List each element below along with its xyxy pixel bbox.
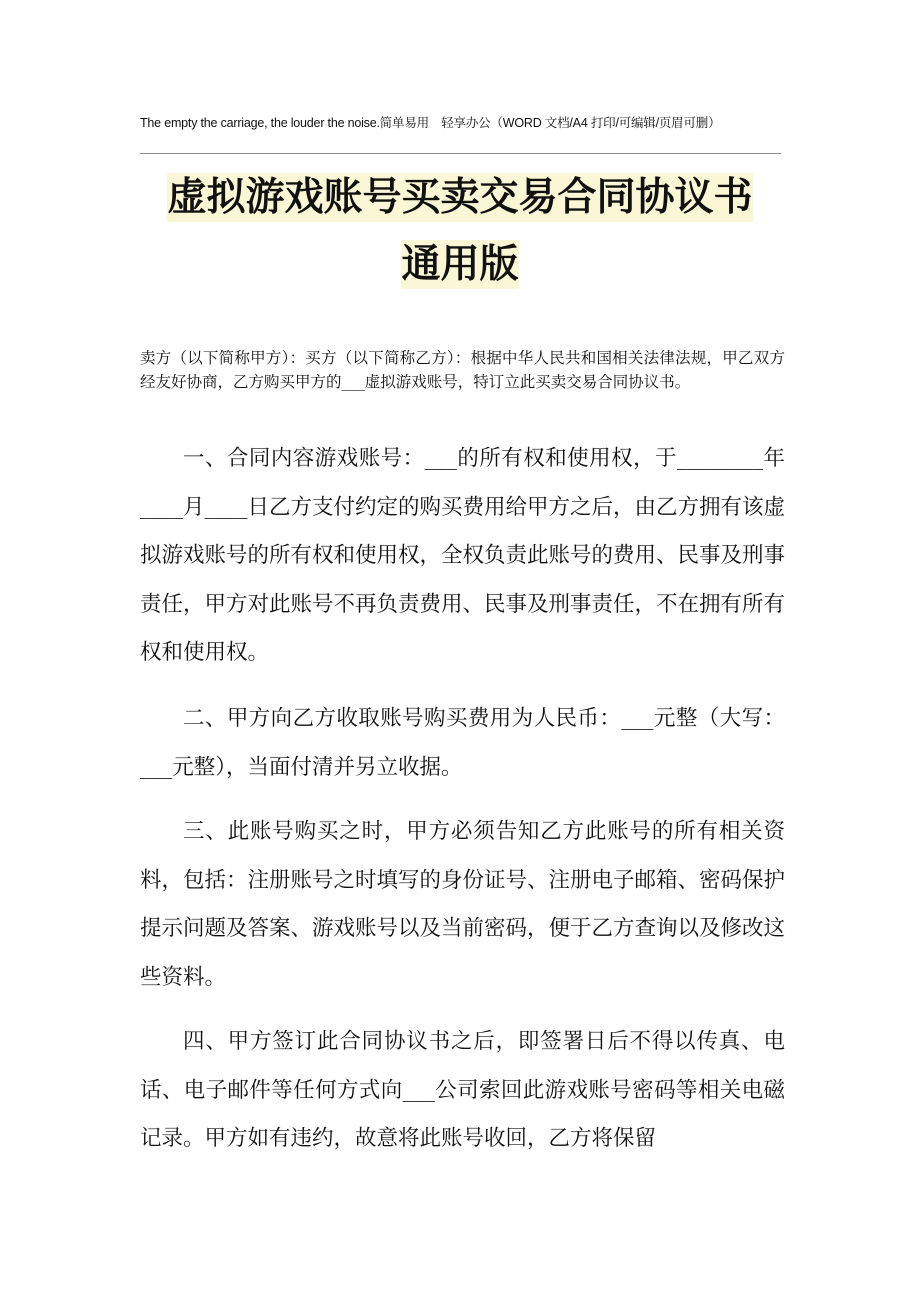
page-header-text: The empty the carriage, the louder the noise.简单易用 轻享办公（WORD 文档/A4 打印/可编辑/页眉可删） <box>140 116 721 130</box>
clause-2-paragraph: 二、甲方向乙方收取账号购买费用为人民币：___元整（大写：___元整），当面付清并另立收据。 <box>140 706 785 780</box>
clause-3-paragraph: 三、此账号购买之时，甲方必须告知乙方此账号的所有相关资料，包括：注册账号之时填写的身份证号、注册电子邮箱、密码保护提示问题及答案、游戏账号以及当前密码，便于乙方查询以及修改这些资料。 <box>140 819 786 990</box>
document-title <box>100 173 820 223</box>
clause-1-paragraph: 一、合同内容游戏账号：___的所有权和使用权，于________年____月____日乙方支付约定的购买费用给甲方之后，由乙方拥有该虚拟游戏账号的所有权和使用权，全权负责此账号的费用、民事及刑事责任，甲方对此账号不再负责费用、民事及刑事责任，不在拥有所有权和使用权。 <box>140 446 786 665</box>
clause-4-paragraph: 四、甲方签订此合同协议书之后，即签署日后不得以传真、电话、电子邮件等任何方式向___公司索回此游戏账号密码等相关电磁记录。甲方如有违约，故意将此账号收回，乙方将保留 <box>140 1029 785 1151</box>
intro-paragraph: 卖方（以下简称甲方）：买方（以下简称乙方）：根据中华人民共和国相关法律法规，甲乙双方经友好协商，乙方购买甲方的___虚拟游戏账号，特订立此买卖交易合同协议书。 <box>140 349 785 391</box>
document-title-line-1: 虚拟游戏账号买卖交易合同协议书 <box>167 175 753 220</box>
document-subtitle <box>100 240 820 290</box>
document-title-line-2: 通用版 <box>401 242 519 287</box>
header-divider <box>140 153 781 154</box>
